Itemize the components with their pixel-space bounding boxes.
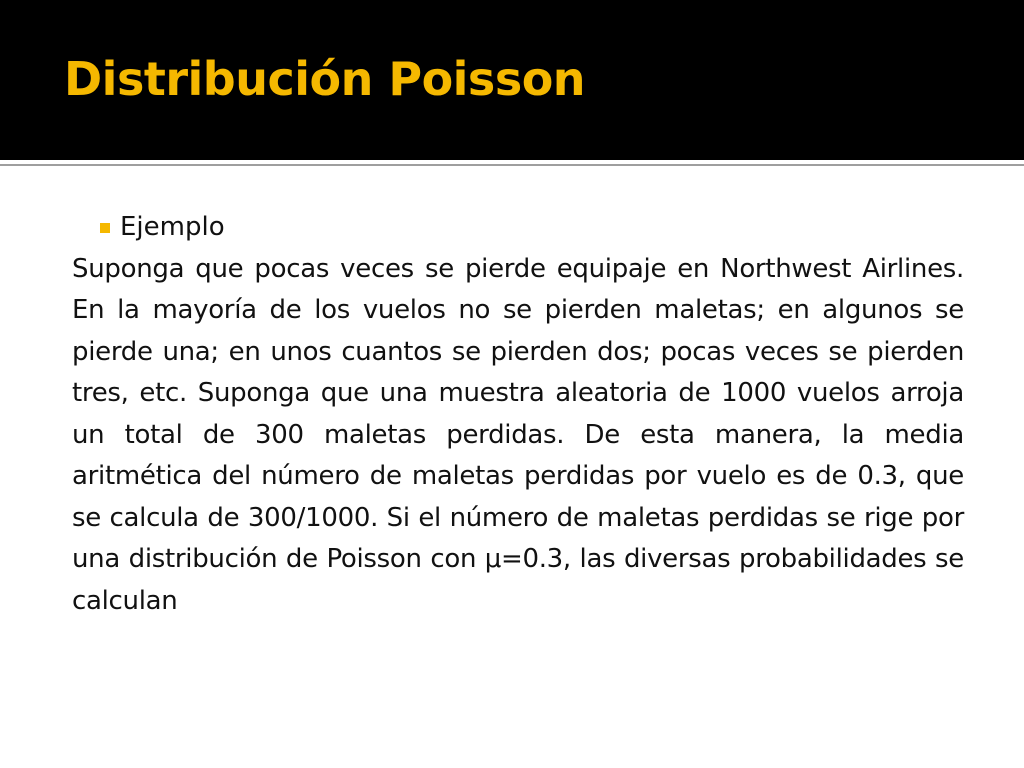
slide-content (72, 207, 964, 622)
title-bar (0, 0, 1024, 160)
slide-title: Distribución Poisson (64, 52, 586, 106)
square-bullet-icon (100, 223, 110, 233)
title-divider (0, 164, 1024, 166)
bullet-item (72, 207, 964, 249)
body-paragraph: Suponga que pocas veces se pierde equipaje en Northwest Airlines. En la mayoría de los vuelos no se pierden maletas; en algunos se pierde una; en unos cuantos se pierden dos; pocas veces se pierden tres, etc. Suponga que una muestra aleatoria de 1000 vuelos arroja un total de 300 maletas perdidas. De esta manera, la media aritmética del número de maletas perdidas por vuelo es de 0.3, que se calcula de 300/1000. Si el número de maletas perdidas se rige por una distribución de Poisson con μ=0.3, las diversas probabilidades se calculan (72, 253, 964, 616)
bullet-label: Ejemplo (120, 212, 225, 242)
